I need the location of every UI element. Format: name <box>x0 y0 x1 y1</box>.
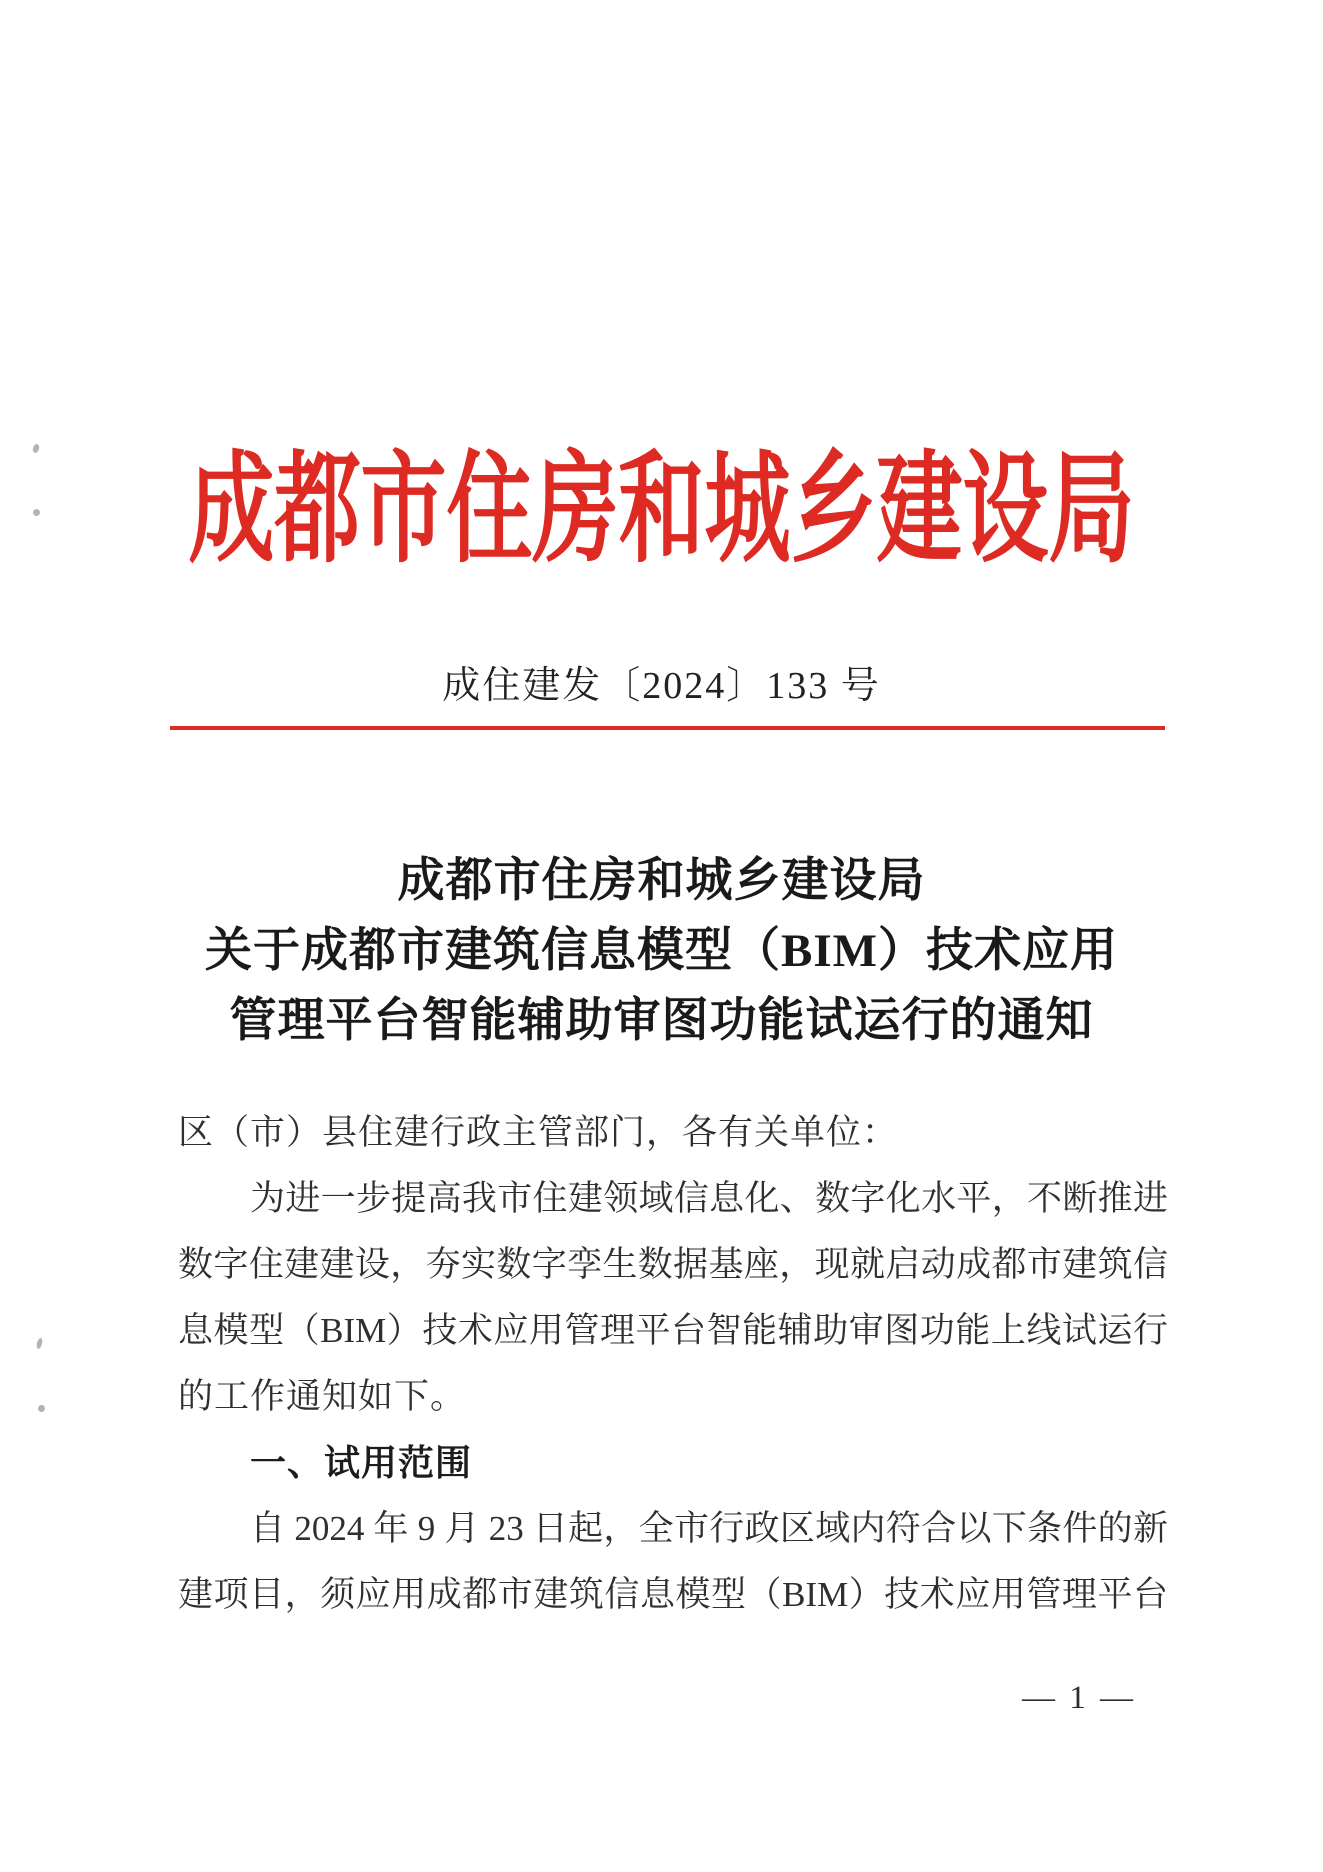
agency-letterhead-title: 成都市住房和城乡建设局 <box>188 442 1135 578</box>
scan-artifact-speck <box>36 1338 44 1350</box>
notice-body <box>178 1100 1168 1628</box>
notice-title-line-2: 关于成都市建筑信息模型（BIM）技术应用 <box>205 925 1118 977</box>
scan-artifact-speck <box>37 1404 47 1414</box>
section-heading-scope: 一、试用范围 <box>250 1442 473 1483</box>
body-paragraph-line: 建项目，须应用成都市建筑信息模型（BIM）技术应用管理平台 <box>178 1575 1168 1614</box>
body-paragraph-line: 自 2024 年 9 月 23 日起，全市行政区域内符合以下条件的新 <box>250 1509 1168 1548</box>
document-reference-number: 成住建发〔2024〕133 号 <box>442 665 881 707</box>
page-number: — 1 — <box>1022 1680 1136 1716</box>
notice-title-line-3: 管理平台智能辅助审图功能试运行的通知 <box>229 995 1094 1047</box>
body-paragraph-line: 的工作通知如下。 <box>178 1377 467 1416</box>
body-paragraph-line: 息模型（BIM）技术应用管理平台智能辅助审图功能上线试运行 <box>178 1311 1168 1350</box>
body-paragraph-line: 数字住建建设，夯实数字孪生数据基座，现就启动成都市建筑信 <box>178 1245 1168 1284</box>
red-divider-line <box>170 726 1165 730</box>
salutation-line: 区（市）县住建行政主管部门，各有关单位： <box>178 1113 899 1152</box>
body-paragraph-line: 为进一步提高我市住建领域信息化、数字化水平，不断推进 <box>250 1179 1168 1218</box>
notice-title-line-1: 成都市住房和城乡建设局 <box>397 855 926 907</box>
notice-title <box>0 846 1323 1056</box>
